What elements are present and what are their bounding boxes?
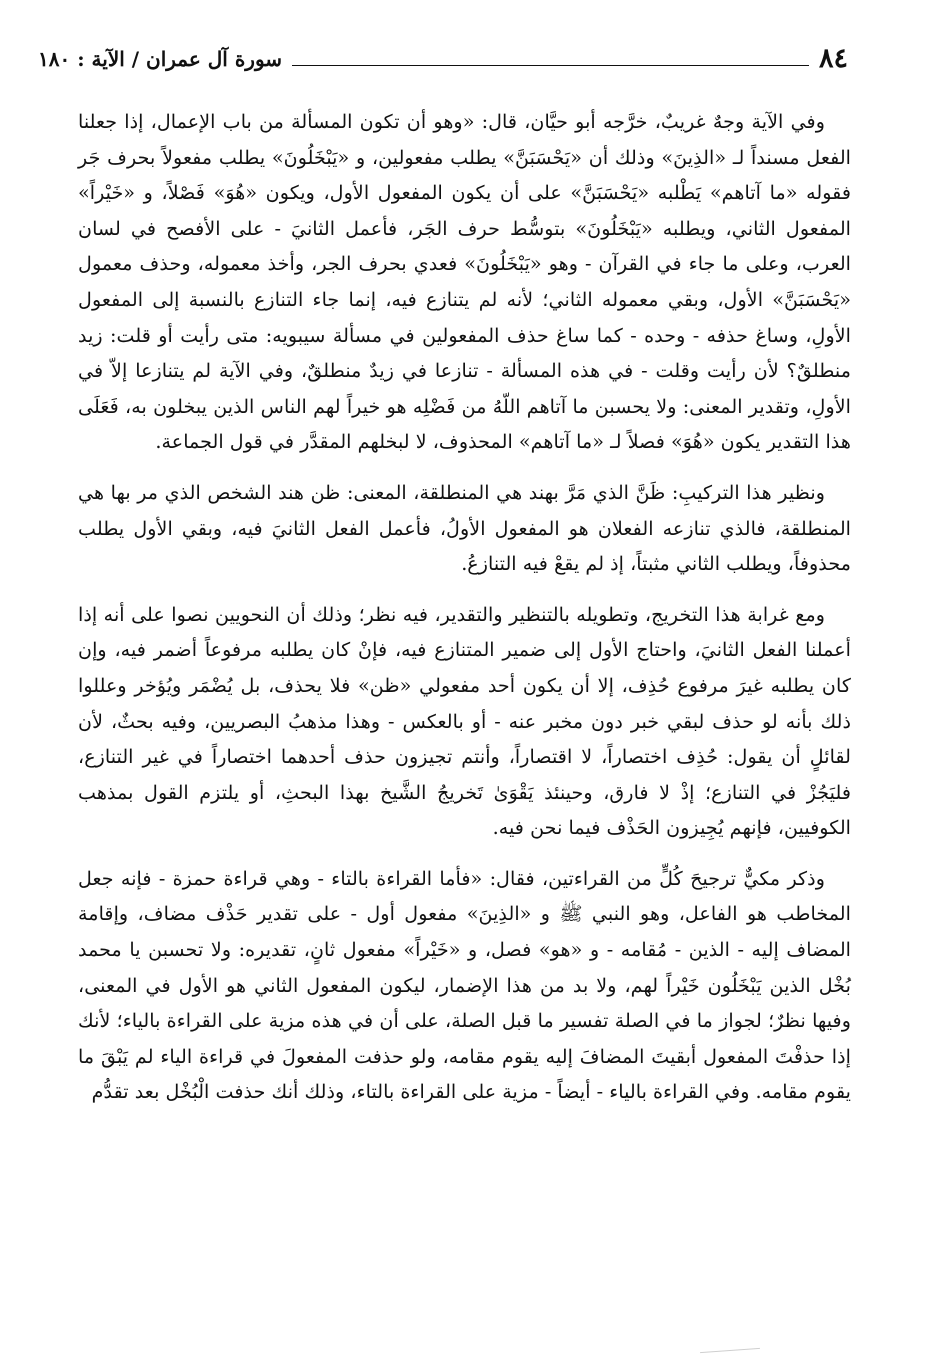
- header-rule: [292, 65, 809, 66]
- paragraph: ونظير هذا التركيبِ: ظَنَّ الذي مَرَّ بهند هي المنطلقة، المعنى: ظن هند الشخص الذي مر بها هي المنطلقة، فالذي تنازعه الفعلان هو المفعول الأولُ، فأعمل الفعل الثانيَ فيه، وبقي الأول يطلب محذوفاً، ويطلب الثاني مثبتاً، إذ لم يقعْ فيه التنازعُ.: [78, 480, 851, 576]
- paragraph: وذكر مكيٌّ ترجيحَ كُلٍّ من القراءتين، فقال: «فأما القراءة بالتاء - وهي قراءة حمزة - فإنه جعل المخاطب هو الفاعل، وهو النبي ﷺ و «الذِينَ» مفعول أول - على تقدير حَذْف مضاف، وإقامة المضاف إليه - الذين - مُقامه - و «هو» فصل، و «خَيْراً» مفعول ثانٍ، تقديره: ولا تحسبن يا محمد بُخْل الذين يَبْخَلُون خَيْراً لهم، ولا بد من هذا الإضمار، ليكون المفعول الثاني هو الأول في المعنى، وفيها نظرٌ؛ لجواز ما في الصلة تفسير ما قبل الصلة، على أن في هذه مزية على القراءة بالياء؛ لأنك إذا حذفْتَ المفعول أبقيتَ المضافَ إليه يقوم مقامه، ولو حذفت المفعولَ في قراءة الياء لم يَبْقَ ما يقوم مقامه. وفي القراءة بالياء - أيضاً - مزية على القراءة بالتاء، وذلك أنك حذفت الْبُخْل بعد تقدُّم: [78, 866, 851, 1104]
- page-number: ٨٤: [818, 43, 848, 74]
- running-header: [38, 32, 848, 72]
- body-text: [78, 104, 851, 1110]
- scan-mark: [700, 1348, 760, 1353]
- chapter-title: سورة آل عمران / الآية : ١٨٠: [38, 47, 283, 71]
- paragraph: وفي الآية وجهٌ غريبٌ، خرَّجه أبو حيَّان، قال: «وهو أن تكون المسألة من باب الإعمال، إذا جعلنا الفعل مسنداً لـ «الذِينَ» وذلك أن «يَحْسَبَنَّ» يطلب مفعولين، و «يَبْخَلُونَ» يطلب مفعولاً بحرف جَر فقوله «ما آتاهم» يَطْلبه «يَحْسَبَنَّ» على أن يكون المفعول الأول، ويكون «هُوَ» فَصْلاً، و «خَيْراً» المفعول الثاني، ويطلبه «يَبْخَلُونَ» بتوسُّط حرف الجَر، فأعمل الثانيَ - على الأفصح في لسان العرب، وعلى ما جاء في القرآن - وهو «يَبْخَلُونَ» فعدي بحرف الجر، وأخذ معموله، وحذف معمول «يَحْسَبَنَّ» الأول، وبقي معموله الثاني؛ لأنه لم يتنازع فيه، إنما جاء التنازع بالنسبة إلى المفعول الأولِ، وساغ حذفه - وحده - كما ساغ حذف المفعولين في مسألة سيبويه: متى رأيت أو قلت: زيد منطلقٌ؟ لأن رأيت وقلت - في هذه المسألة - تنازعا في زيدٌ منطلقٌ، وفي الآية لم يتنازعا إلاّ في الأولِ، وتقدير المعنى: ولا يحسبن ما آتاهم اللّهُ من فَضْلِه هو خيراً لهم الناس الذين يبخلون به، فَعَلَى هذا التقدير يكون «هُوَ» فصلاً لـ «ما آتاهم» المحذوف، لا لبخلهم المقدَّر في قول الجماعة.: [78, 110, 851, 454]
- paragraph: ومع غرابة هذا التخريج، وتطويله بالتنظير والتقدير، فيه نظر؛ وذلك أن النحويين نصوا على أنه إذا أعملنا الفعل الثانيَ، واحتاج الأول إلى ضمير المتنازع فيه، فإنْ كان يطلبه مرفوعاً أضمر فيه، وإن كان يطلبه غيرَ مرفوع حُذِف، إلا أن يكون أحد مفعولي «ظن» فلا يحذف، بل يُضْمَر ويُؤخر وعللوا ذلك بأنه لو حذف لبقي خبر دون مخبر عنه - أو بالعكس - وهذا مذهبُ البصريين، وفيه بحثٌ، لأن لقائلٍ أن يقول: حُذِف اختصاراً، لا اقتصاراً، وأنتم تجيزون حذف أحدهما اختصاراً في غير التنازع، فليَجُزْ في التنازع؛ إذْ لا فارق، وحينئذ يَقْوَىٰ تَخريجُ الشَّيخ بهذا البحثِ، أو يلتزم القول بمذهب الكوفيين، فإنهم يُجِيزون الحَذْف فيما نحن فيه.: [78, 602, 851, 840]
